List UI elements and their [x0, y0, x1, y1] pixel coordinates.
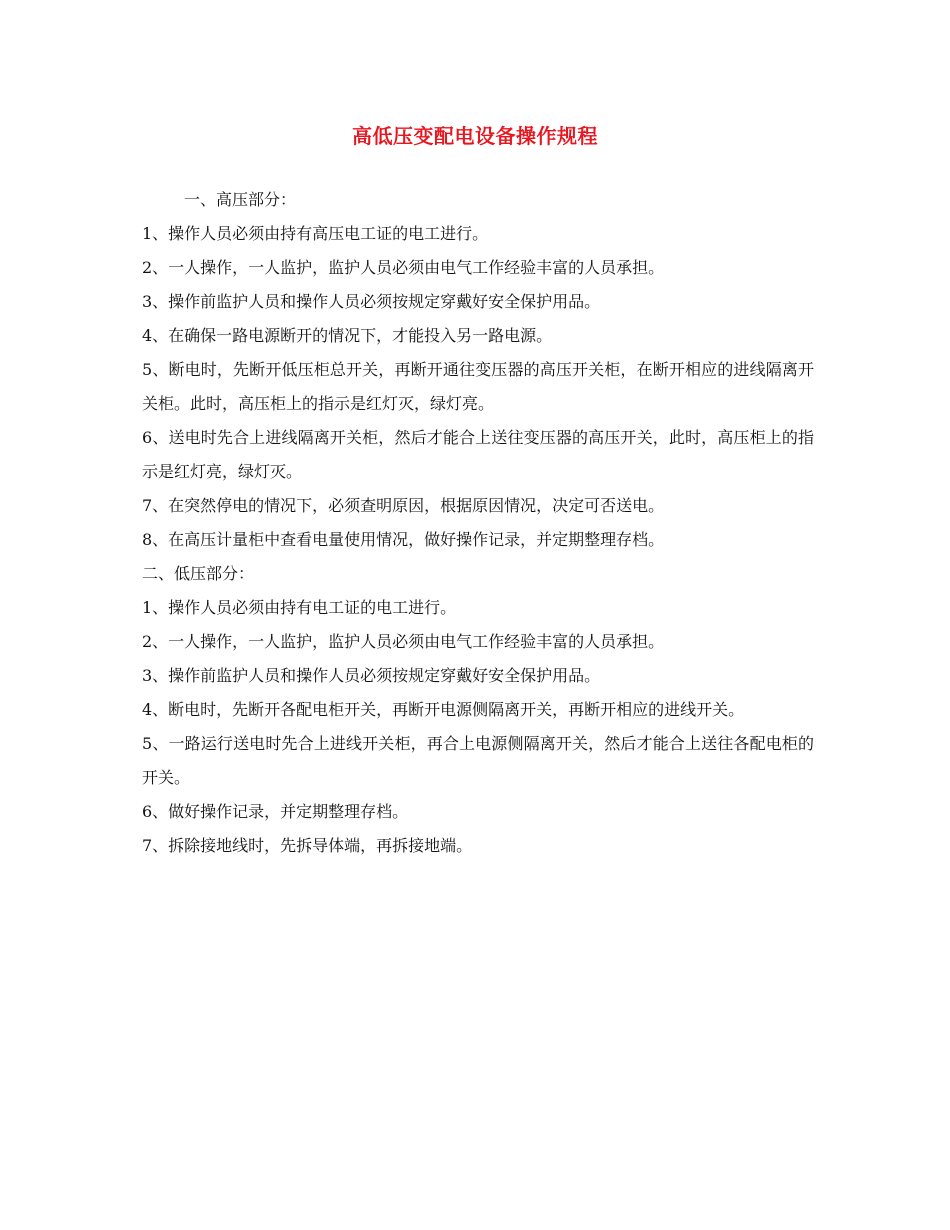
section-heading-low-voltage: 二、低压部分：: [142, 564, 255, 583]
high-voltage-item-6: 6、送电时先合上进线隔离开关柜，然后才能合上送往变压器的高压开关，此时，高压柜上的指示是红灯亮，绿灯灭。: [142, 428, 814, 481]
low-voltage-item-1: 1、操作人员必须由持有电工证的电工进行。: [142, 598, 457, 617]
document-body: [142, 183, 814, 863]
document-title: 高低压变配电设备操作规程: [352, 124, 598, 148]
low-voltage-item-2: 2、一人操作，一人监护，监护人员必须由电气工作经验丰富的人员承担。: [142, 632, 665, 651]
low-voltage-item-5: 5、一路运行送电时先合上进线开关柜，再合上电源侧隔离开关，然后才能合上送往各配电柜的开关。: [142, 734, 814, 787]
high-voltage-item-2: 2、一人操作，一人监护，监护人员必须由电气工作经验丰富的人员承担。: [142, 258, 665, 277]
high-voltage-item-5: 5、断电时，先断开低压柜总开关，再断开通往变压器的高压开关柜，在断开相应的进线隔离开关柜。此时，高压柜上的指示是红灯灭，绿灯亮。: [142, 360, 814, 413]
high-voltage-item-4: 4、在确保一路电源断开的情况下，才能投入另一路电源。: [142, 326, 553, 345]
high-voltage-item-8: 8、在高压计量柜中查看电量使用情况，做好操作记录，并定期整理存档。: [142, 530, 665, 549]
low-voltage-item-4: 4、断电时，先断开各配电柜开关，再断开电源侧隔离开关，再断开相应的进线开关。: [142, 700, 745, 719]
low-voltage-item-7: 7、拆除接地线时，先拆导体端，再拆接地端。: [142, 836, 473, 855]
low-voltage-item-6: 6、做好操作记录，并定期整理存档。: [142, 802, 409, 821]
high-voltage-item-7: 7、在突然停电的情况下，必须查明原因，根据原因情况，决定可否送电。: [142, 496, 665, 515]
high-voltage-item-1: 1、操作人员必须由持有高压电工证的电工进行。: [142, 224, 489, 243]
section-heading-high-voltage: 一、高压部分：: [184, 190, 297, 209]
low-voltage-item-3: 3、操作前监护人员和操作人员必须按规定穿戴好安全保护用品。: [142, 666, 601, 685]
high-voltage-item-3: 3、操作前监护人员和操作人员必须按规定穿戴好安全保护用品。: [142, 292, 601, 311]
